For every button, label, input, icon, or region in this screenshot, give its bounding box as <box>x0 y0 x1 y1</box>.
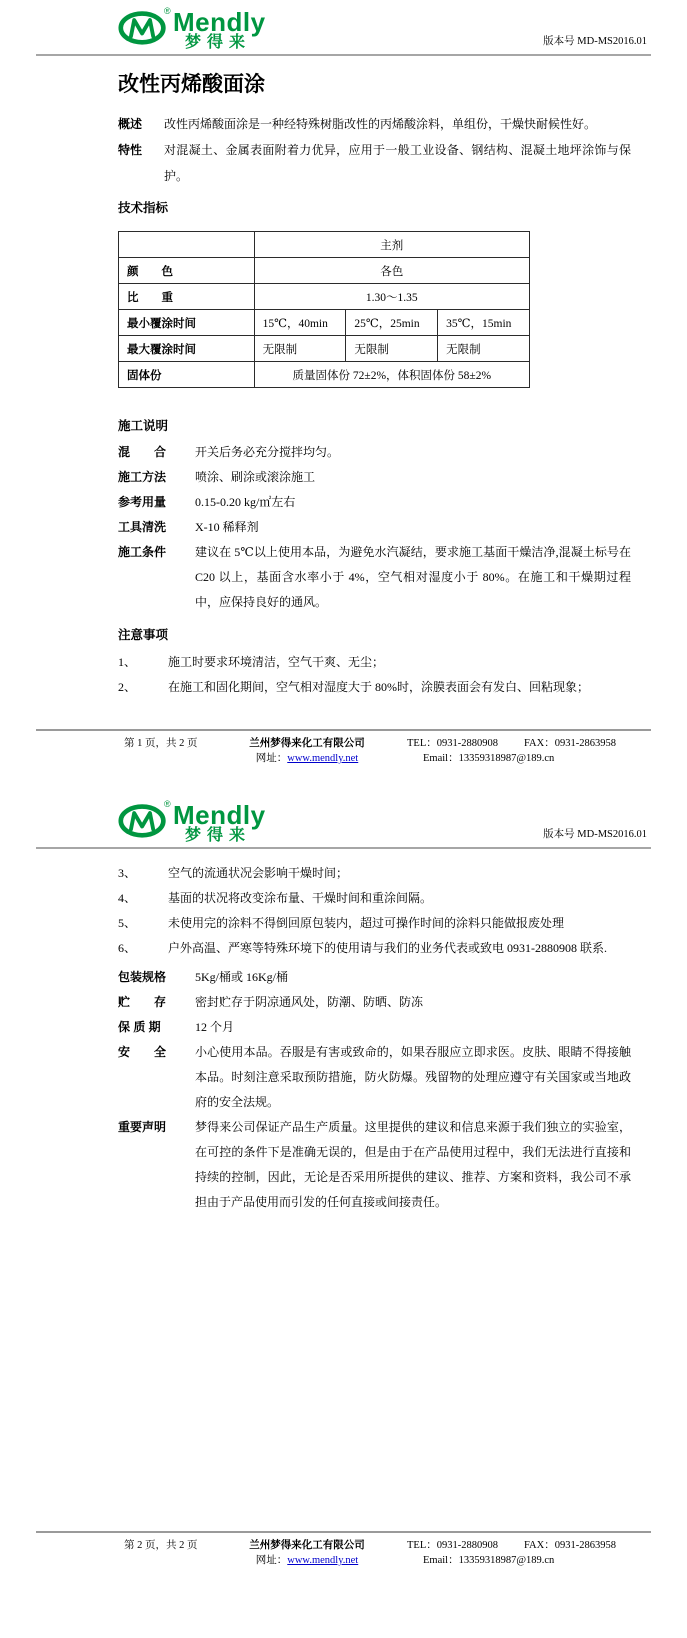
fax-text: FAX：0931-2863958 <box>524 1540 616 1551</box>
footer-contact-block <box>393 736 651 766</box>
brand-name-cn: 梦得来 <box>185 34 252 51</box>
construction-row-dosage <box>118 490 631 515</box>
fax-text: FAX：0931-2863958 <box>524 738 616 749</box>
info-text: 12 个月 <box>195 1020 235 1034</box>
shelf-life-row <box>118 1015 631 1040</box>
spec-color-label: 颜 色 <box>119 258 255 284</box>
registered-mark-icon: ® <box>164 799 171 809</box>
company-name: 兰州梦得来化工有限公司 <box>249 738 365 749</box>
product-info <box>0 965 687 1215</box>
construction-row-method <box>118 465 631 490</box>
note-number: 4、 <box>118 891 137 905</box>
packaging-row <box>118 965 631 990</box>
info-label: 安 全 <box>118 1045 167 1059</box>
spec-max-recoat-label: 最大覆涂时间 <box>119 336 255 362</box>
spec-blank-cell <box>119 232 255 258</box>
note-text: 在施工和固化期间，空气相对湿度大于 80%时，涂膜表面会有发白、回粘现象； <box>168 680 589 695</box>
header-divider <box>36 847 651 849</box>
construction-label: 工具清洗 <box>118 520 167 535</box>
note-number: 6、 <box>118 941 137 955</box>
construction-text: 建议在 5℃以上使用本品，为避免水汽凝结，要求施工基面干燥洁净,混凝土标号在 C20 以上，基面含水率小于 4%，空气相对湿度小于 80%。在施工和干燥期过程中，应保持良好的通风。 <box>195 545 631 610</box>
page-title: 改性丙烯酸面涂 <box>118 73 265 96</box>
tel-fax-line <box>407 736 651 751</box>
tel-text: TEL：0931-2880908 <box>407 738 498 749</box>
website-link[interactable]: www.mendly.net <box>287 753 359 764</box>
footer-contact-block <box>393 1538 651 1568</box>
spec-min-recoat-15: 15℃，40min <box>254 310 346 336</box>
brand-logo <box>118 6 266 51</box>
page-1 <box>0 0 687 772</box>
company-name: 兰州梦得来化工有限公司 <box>249 1540 365 1551</box>
mendly-logo-icon <box>118 9 168 45</box>
note-text: 未使用完的涂料不得倒回原包装内，超过可操作时间的涂料只能做报废处理 <box>168 916 565 930</box>
spec-solids-label: 固体份 <box>119 362 255 388</box>
note-item <box>118 650 631 675</box>
page-header <box>0 0 687 54</box>
notes-heading: 注意事项 <box>118 628 169 643</box>
page-number: 第 1 页，共 2 页 <box>124 738 198 749</box>
page-2 <box>0 772 687 1638</box>
spec-gravity-value: 1.30～1.35 <box>254 284 529 310</box>
spec-max-recoat-2: 无限制 <box>346 336 438 362</box>
construction-text: X-10 稀释剂 <box>195 520 259 535</box>
disclaimer-row <box>118 1115 631 1215</box>
info-label: 重要声明 <box>118 1120 167 1134</box>
spec-color-value: 各色 <box>254 258 529 284</box>
construction-text: 喷涂、刷涂或滚涂施工 <box>195 470 316 485</box>
note-text: 空气的流通状况会影响干燥时间； <box>168 866 349 880</box>
construction-label: 施工方法 <box>118 470 167 485</box>
note-item <box>118 936 631 961</box>
note-item <box>118 886 631 911</box>
features-text: 对混凝土、金属表面附着力优异，应用于一般工业设备、钢结构、混凝土地坪涂饰与保护。 <box>164 143 631 184</box>
registered-mark-icon: ® <box>164 6 171 16</box>
version-label: 版本号 MD-MS2016.01 <box>543 36 647 47</box>
website-label: 网址： <box>255 1555 288 1566</box>
note-number: 1、 <box>118 655 137 670</box>
table-row <box>119 336 530 362</box>
spec-min-recoat-label: 最小覆涂时间 <box>119 310 255 336</box>
section-overview <box>118 111 631 137</box>
safety-row <box>118 1040 631 1115</box>
info-label: 包装规格 <box>118 970 167 984</box>
spec-main-agent: 主剂 <box>254 232 529 258</box>
brand-name-cn: 梦得来 <box>185 827 252 844</box>
note-text: 施工时要求环境清洁，空气干爽、无尘； <box>168 655 385 670</box>
page-number: 第 2 页，共 2 页 <box>124 1540 198 1551</box>
note-item <box>118 911 631 936</box>
email-text: Email：13359318987@189.cn <box>423 1555 555 1566</box>
website-line <box>221 1553 393 1568</box>
brand-logo <box>118 799 266 844</box>
table-row <box>119 232 530 258</box>
info-text: 密封贮存于阴凉通风处，防潮、防晒、防冻 <box>195 995 424 1009</box>
table-row <box>119 362 530 388</box>
construction-row-mixing <box>118 440 631 465</box>
footer-company-block <box>221 1538 393 1568</box>
spec-solids-value: 质量固体份 72±2%，体积固体份 58±2% <box>254 362 529 388</box>
construction-label: 参考用量 <box>118 495 167 510</box>
storage-row <box>118 990 631 1015</box>
construction-label: 施工条件 <box>118 545 167 560</box>
mendly-logo-icon <box>118 802 168 838</box>
website-line <box>221 751 393 766</box>
website-link[interactable]: www.mendly.net <box>287 1555 359 1566</box>
note-text: 基面的状况将改变涂布量、干燥时间和重涂间隔。 <box>168 891 433 905</box>
page-header <box>0 772 687 847</box>
overview-text: 改性丙烯酸面涂是一种经特殊树脂改性的丙烯酸涂料，单组份，干燥快耐候性好。 <box>164 117 597 132</box>
footer-company-block <box>221 736 393 766</box>
note-text: 户外高温、严寒等特殊环境下的使用请与我们的业务代表或致电 0931-2880908 联系. <box>168 941 607 955</box>
header-divider <box>36 54 651 56</box>
construction-text: 0.15-0.20 kg/㎡左右 <box>195 495 296 510</box>
tech-specs-heading: 技术指标 <box>118 201 169 216</box>
table-row <box>119 310 530 336</box>
brand-text <box>173 9 266 51</box>
note-number: 3、 <box>118 866 137 880</box>
construction-heading: 施工说明 <box>118 419 169 434</box>
brand-name: Mendly <box>173 7 266 37</box>
spec-min-recoat-35: 35℃，15min <box>438 310 530 336</box>
version-label: 版本号 MD-MS2016.01 <box>543 829 647 840</box>
construction-text: 开关后务必充分搅拌均匀。 <box>195 445 340 460</box>
tech-specs-table <box>118 231 530 388</box>
website-label: 网址： <box>255 753 288 764</box>
info-text: 5Kg/桶或 16Kg/桶 <box>195 970 289 984</box>
spec-max-recoat-3: 无限制 <box>438 336 530 362</box>
section-features <box>118 137 631 189</box>
note-number: 5、 <box>118 916 137 930</box>
info-label: 保 质 期 <box>118 1020 161 1034</box>
brand-text <box>173 802 266 844</box>
brand-name: Mendly <box>173 800 266 830</box>
note-item <box>118 675 631 700</box>
spec-max-recoat-1: 无限制 <box>254 336 346 362</box>
table-row <box>119 284 530 310</box>
construction-row-cleaning <box>118 515 631 540</box>
tel-fax-line <box>407 1538 651 1553</box>
note-number: 2、 <box>118 680 137 695</box>
page-footer <box>36 1531 651 1568</box>
construction-label: 混 合 <box>118 445 167 460</box>
info-label: 贮 存 <box>118 995 167 1009</box>
table-row <box>119 258 530 284</box>
note-item <box>118 861 631 886</box>
construction-row-conditions <box>118 540 631 615</box>
info-text: 小心使用本品。吞服是有害或致命的，如果吞服应立即求医。皮肤、眼睛不得接触本品。时刻注意采取预防措施，防火防爆。残留物的处理应遵守有关国家或当地政府的安全法规。 <box>195 1045 631 1109</box>
features-label: 特性 <box>118 143 143 158</box>
tel-text: TEL：0931-2880908 <box>407 1540 498 1551</box>
info-text: 梦得来公司保证产品生产质量。这里提供的建议和信息来源于我们独立的实验室，在可控的条件下是准确无误的，但是由于在产品使用过程中，我们无法进行直接和持续的控制，因此，无论是否采用所提供的建议、推荐、方案和资料，我公司不承担由于产品使用而引发的任何直接或间接责任。 <box>195 1120 631 1209</box>
spec-gravity-label: 比 重 <box>119 284 255 310</box>
page-footer <box>36 729 651 766</box>
overview-label: 概述 <box>118 117 143 132</box>
spec-min-recoat-25: 25℃，25min <box>346 310 438 336</box>
email-text: Email：13359318987@189.cn <box>423 753 555 764</box>
